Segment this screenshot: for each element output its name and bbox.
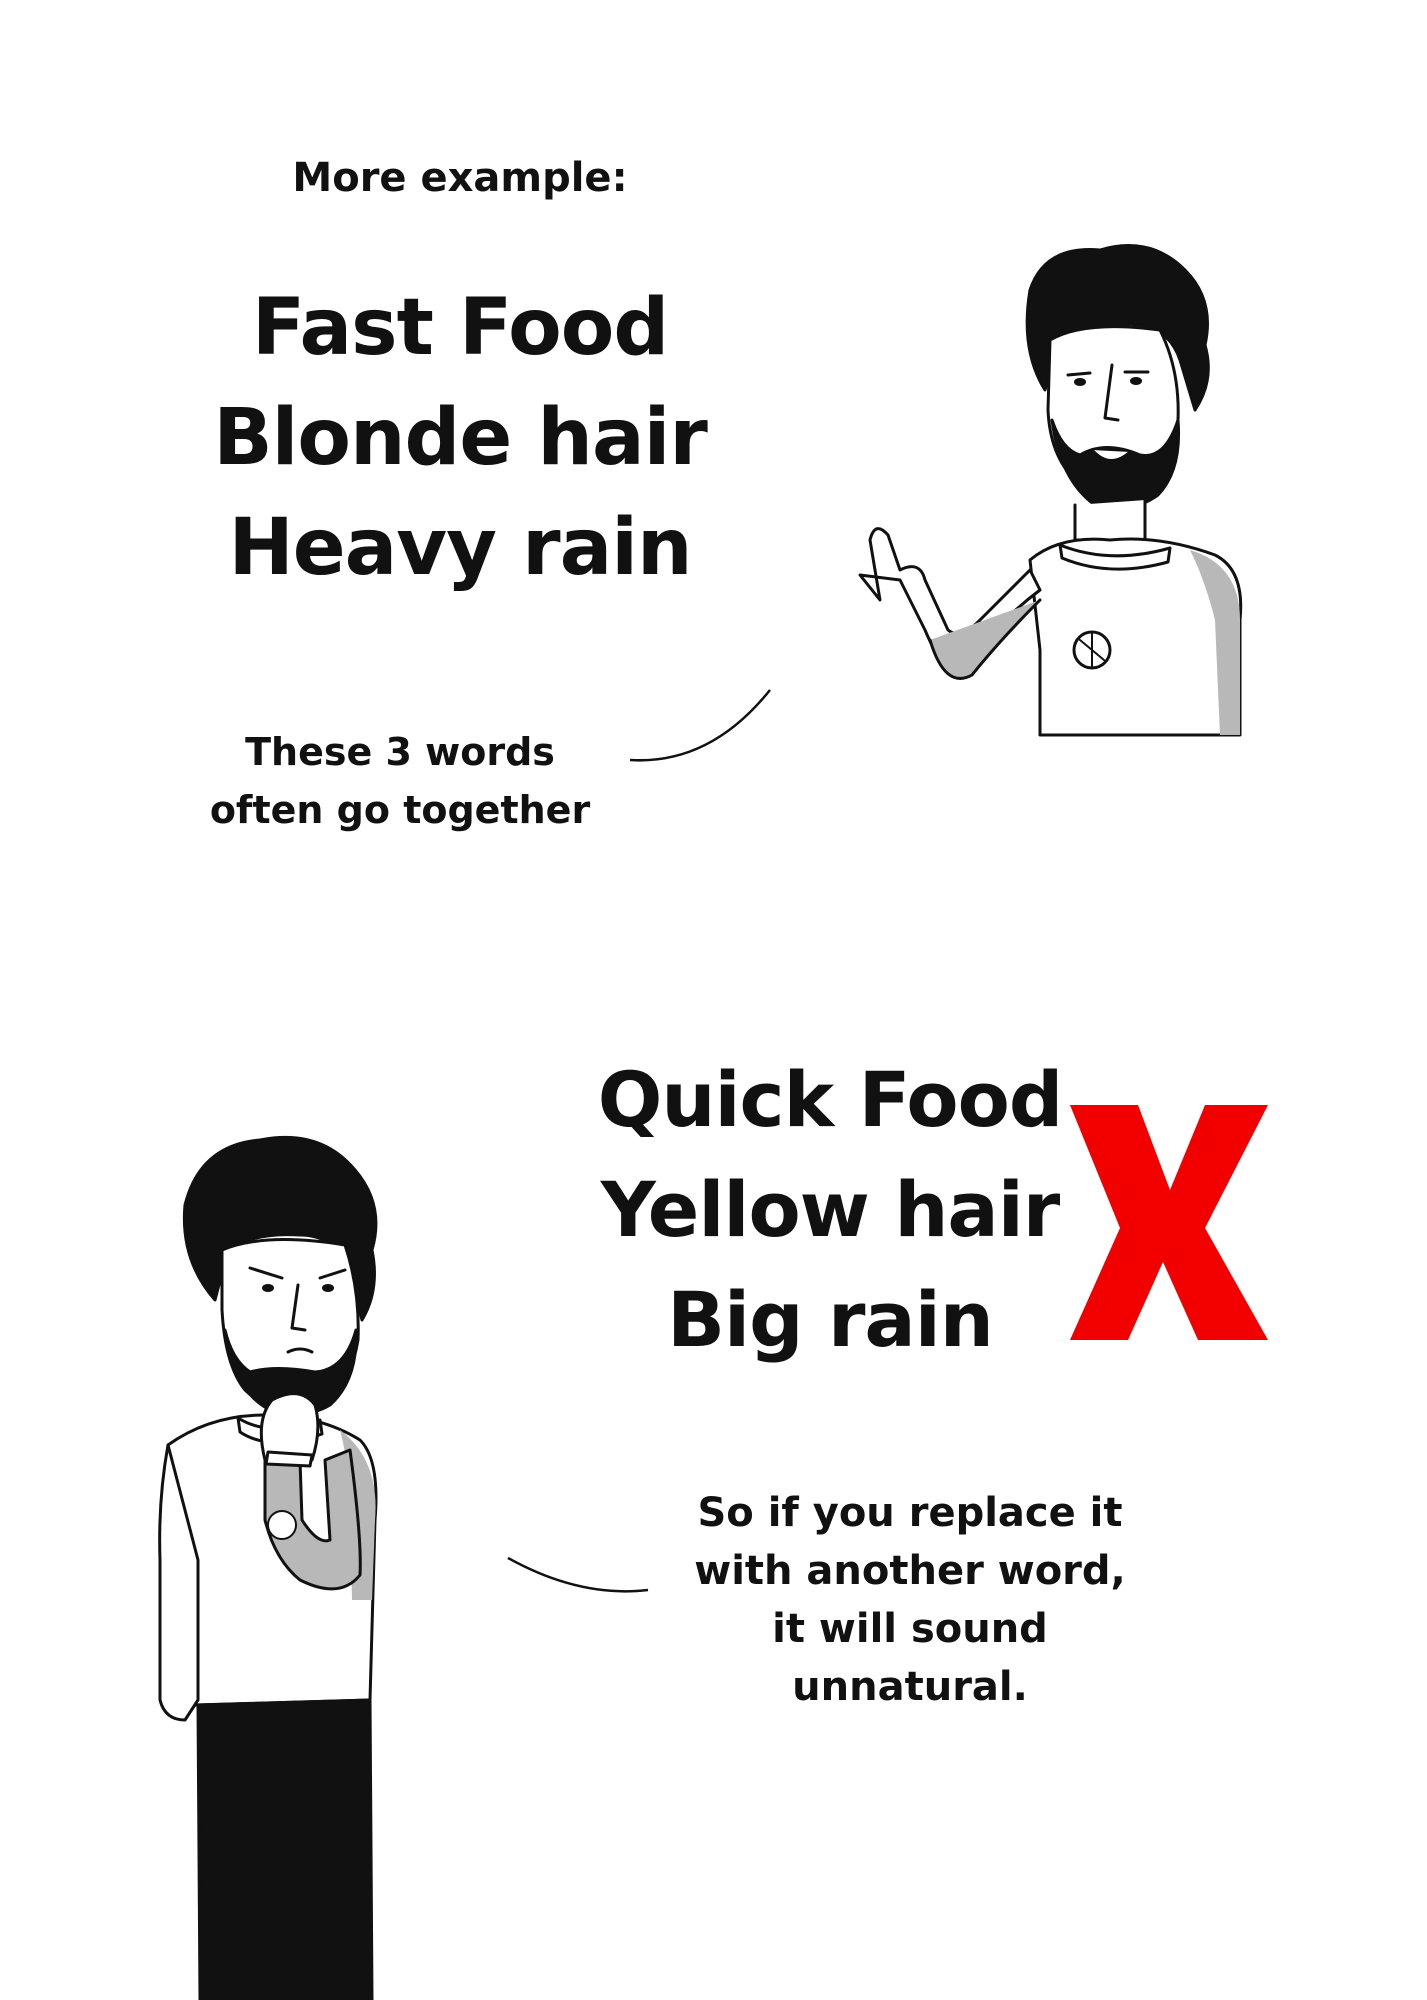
thinking-man-illustration: [160, 1137, 376, 2000]
speech-line-bottom: [508, 1558, 648, 1591]
red-x-icon: [1070, 1105, 1268, 1340]
pointing-man-illustration: [860, 246, 1241, 736]
note-bottom-line-2: with another word,: [694, 1548, 1126, 1594]
note-top-line-2: often go together: [209, 788, 591, 832]
note-bottom-line-4: unnatural.: [792, 1664, 1028, 1710]
subtitle: More example:: [292, 155, 628, 201]
incorrect-collocation-1: Quick Food: [597, 1055, 1063, 1144]
note-bottom-line-1: So if you replace it: [697, 1490, 1123, 1536]
correct-collocation-1: Fast Food: [251, 283, 669, 373]
correct-collocation-3: Heavy rain: [228, 503, 692, 593]
speech-line-top: [630, 690, 770, 760]
incorrect-collocation-2: Yellow hair: [600, 1165, 1060, 1254]
note-bottom-line-3: it will sound: [772, 1606, 1048, 1652]
note-top-line-1: These 3 words: [245, 730, 555, 774]
correct-collocation-2: Blonde hair: [213, 393, 707, 483]
incorrect-collocation-3: Big rain: [667, 1275, 993, 1364]
